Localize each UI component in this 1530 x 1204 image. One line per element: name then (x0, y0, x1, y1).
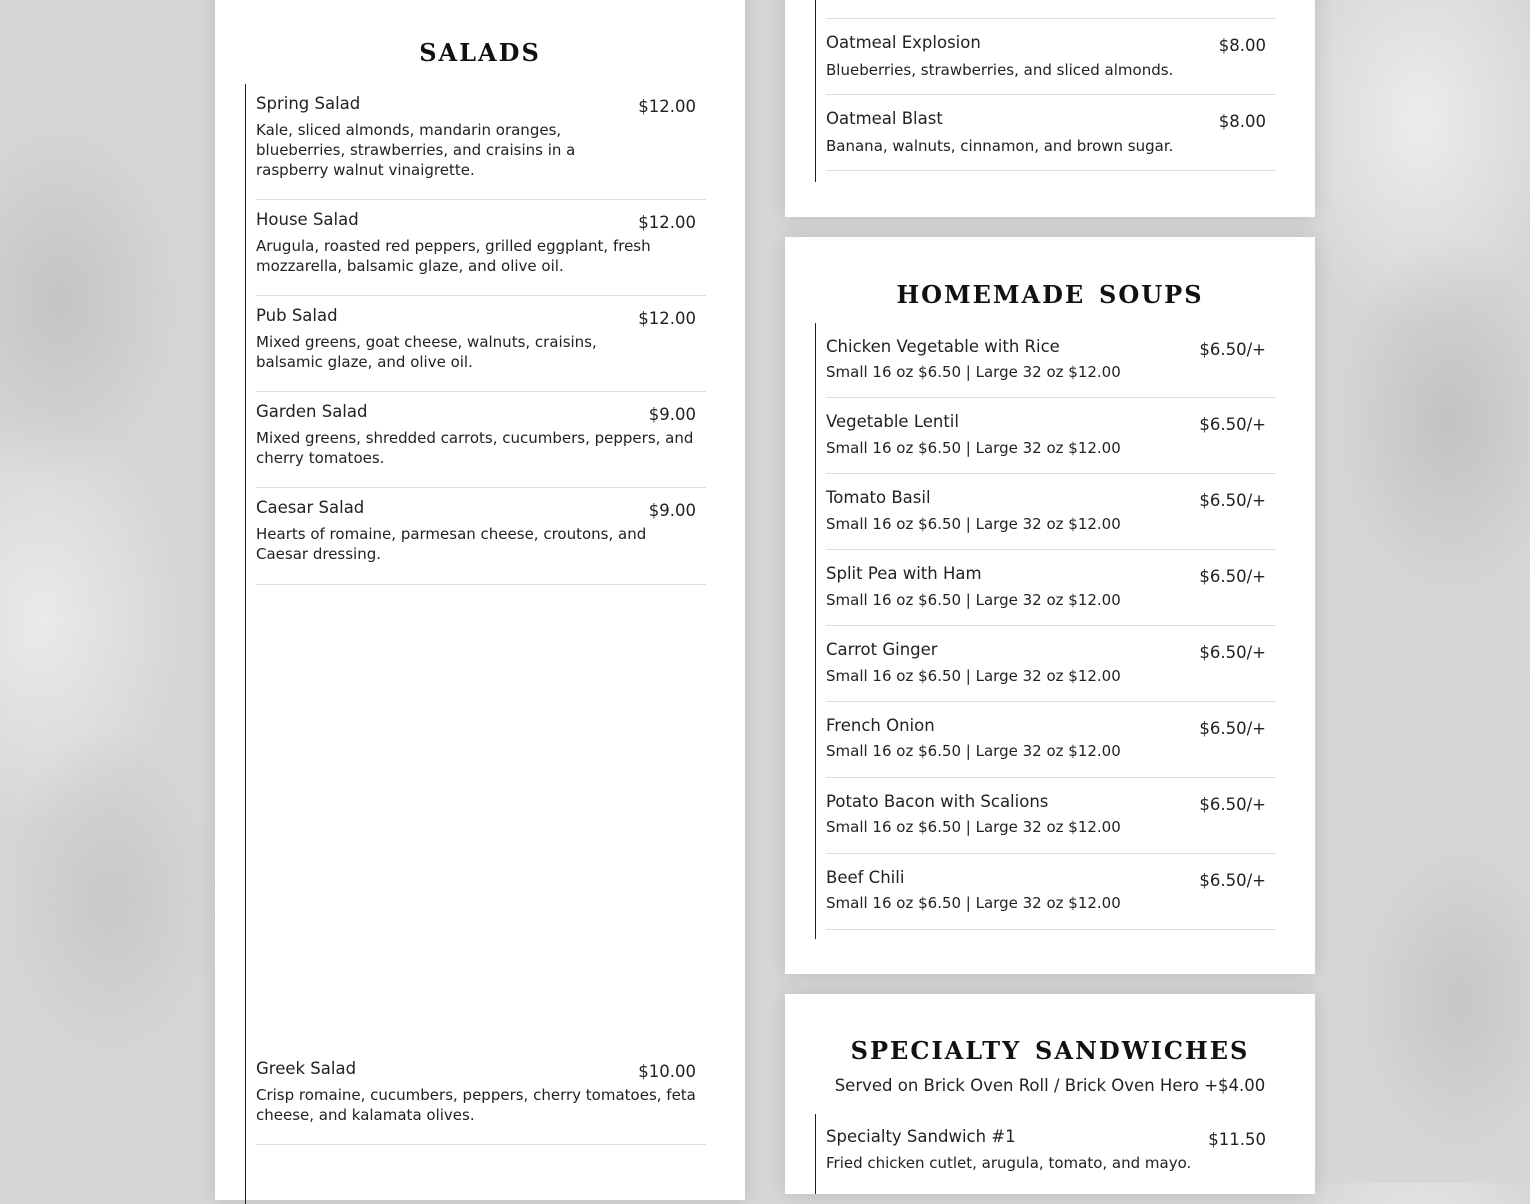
item-description: Fried chicken cutlet, arugula, tomato, and mayo. (826, 1154, 1192, 1172)
item-description: Small 16 oz $6.50 | Large 32 oz $12.00 (826, 894, 1121, 912)
menu-item[interactable] (256, 488, 706, 585)
menu-item[interactable] (826, 323, 1276, 398)
item-price: $9.00 (648, 405, 696, 424)
sandwiches-panel (785, 994, 1315, 1194)
menu-item[interactable] (826, 398, 1276, 474)
menu-item[interactable] (826, 854, 1276, 930)
item-price: $6.50/+ (1199, 643, 1266, 662)
item-description: Banana, walnuts, cinnamon, and brown sugar. (826, 137, 1174, 155)
item-description: Small 16 oz $6.50 | Large 32 oz $12.00 (826, 439, 1121, 457)
item-description: Hearts of romaine, parmesan cheese, croutons, and Caesar dressing. (256, 525, 647, 563)
item-description: Arugula, roasted red peppers, grilled eggplant, fresh mozzarella, balsamic glaze, and olive oil. (256, 237, 651, 275)
menu-item[interactable] (826, 1114, 1276, 1194)
item-name: Beef Chili (826, 868, 905, 887)
item-price: $6.50/+ (1199, 415, 1266, 434)
item-name: Oatmeal Explosion (826, 33, 981, 52)
item-description: Small 16 oz $6.50 | Large 32 oz $12.00 (826, 667, 1121, 685)
item-price: $6.50/+ (1199, 719, 1266, 738)
sandwiches-list (815, 1114, 1276, 1194)
item-name: French Onion (826, 716, 935, 735)
menu-item[interactable] (826, 778, 1276, 854)
soups-title: homemade soups (896, 272, 1204, 312)
item-price: $6.50/+ (1199, 795, 1266, 814)
item-price: $6.50/+ (1199, 491, 1266, 510)
menu-item[interactable] (826, 19, 1276, 95)
item-description: Crisp romaine, cucumbers, peppers, cherry tomatoes, feta cheese, and kalamata olives. (256, 1086, 696, 1124)
item-description: Blueberries, strawberries, and sliced almonds. (826, 61, 1174, 79)
item-description: Small 16 oz $6.50 | Large 32 oz $12.00 (826, 515, 1121, 533)
item-name: Split Pea with Ham (826, 564, 982, 583)
oatmeal-panel (785, 0, 1315, 217)
soups-panel (785, 237, 1315, 974)
item-price: $12.00 (638, 309, 696, 328)
item-name: Spring Salad (256, 94, 361, 113)
salads-panel (215, 0, 745, 1200)
item-price: $12.00 (638, 97, 696, 116)
sandwiches-title: specialty sandwiches (850, 1028, 1250, 1068)
menu-item[interactable] (826, 95, 1276, 171)
menu-item-partial (826, 0, 1276, 19)
salads-list (245, 84, 706, 1204)
item-name: Vegetable Lentil (826, 412, 959, 431)
item-name: Pub Salad (256, 306, 338, 325)
item-price: $8.00 (1218, 36, 1266, 55)
item-name: Potato Bacon with Scalions (826, 792, 1049, 811)
menu-item[interactable] (826, 702, 1276, 778)
menu-item[interactable] (826, 626, 1276, 702)
item-description: Small 16 oz $6.50 | Large 32 oz $12.00 (826, 591, 1121, 609)
menu-item[interactable] (826, 474, 1276, 550)
menu-item[interactable] (256, 200, 706, 296)
item-description: Kale, sliced almonds, mandarin oranges, blueberries, strawberries, and craisins in a raspberry walnut vinaigrette. (256, 121, 576, 179)
item-description: Mixed greens, shredded carrots, cucumbers, peppers, and cherry tomatoes. (256, 429, 694, 467)
item-description: Mixed greens, goat cheese, walnuts, craisins, balsamic glaze, and olive oil. (256, 333, 597, 371)
item-description: Small 16 oz $6.50 | Large 32 oz $12.00 (826, 818, 1121, 836)
item-price: $8.00 (1218, 112, 1266, 131)
item-name: Chicken Vegetable with Rice (826, 337, 1060, 356)
menu-item[interactable] (826, 550, 1276, 626)
item-price: $6.50/+ (1199, 871, 1266, 890)
item-price: $12.00 (638, 213, 696, 232)
item-price: $9.00 (648, 501, 696, 520)
item-name: Greek Salad (256, 1059, 357, 1078)
item-name: House Salad (256, 210, 359, 229)
item-name: Specialty Sandwich #1 (826, 1127, 1016, 1146)
item-name: Garden Salad (256, 402, 368, 421)
salads-title: salads (419, 30, 541, 70)
sandwiches-subtitle: Served on Brick Oven Roll / Brick Oven Hero +$4.00 (834, 1076, 1266, 1095)
item-name: Caesar Salad (256, 498, 365, 517)
menu-item[interactable] (256, 1049, 706, 1145)
item-name: Tomato Basil (826, 488, 931, 507)
item-name: Carrot Ginger (826, 640, 938, 659)
menu-item[interactable] (256, 84, 706, 200)
soups-list (815, 323, 1276, 939)
item-price: $10.00 (638, 1062, 696, 1081)
oatmeal-list (815, 0, 1276, 182)
item-price: $11.50 (1208, 1130, 1266, 1149)
item-price: $6.50/+ (1199, 340, 1266, 359)
item-name: Oatmeal Blast (826, 109, 943, 128)
menu-item[interactable] (256, 392, 706, 488)
item-description: Small 16 oz $6.50 | Large 32 oz $12.00 (826, 742, 1121, 760)
item-description: Small 16 oz $6.50 | Large 32 oz $12.00 (826, 363, 1121, 381)
menu-item[interactable] (256, 296, 706, 392)
item-price: $6.50/+ (1199, 567, 1266, 586)
